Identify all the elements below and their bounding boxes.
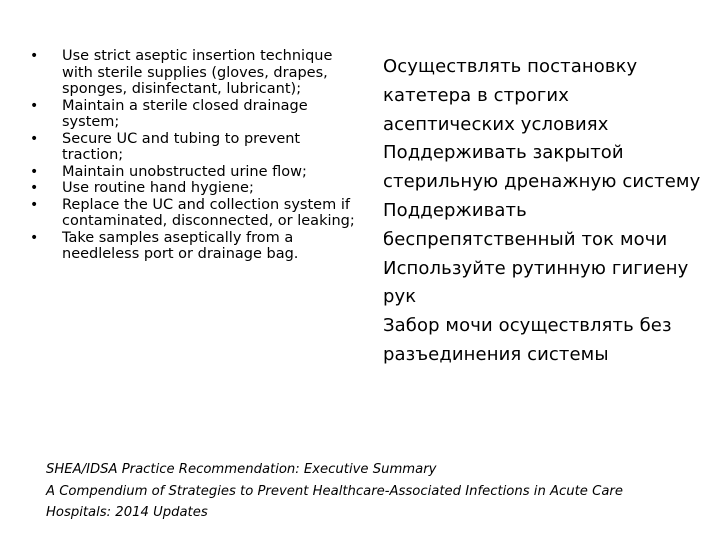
bullet-point-icon: •	[30, 130, 39, 147]
russian-recommendations	[383, 53, 703, 370]
bullet-point-icon: •	[30, 229, 39, 246]
list-item	[26, 131, 356, 164]
list-item	[26, 180, 356, 197]
source-citation	[46, 459, 686, 524]
citation-line-2: A Compendium of Strategies to Prevent Healthcare-Associated Infections in Acute Care Hospitals: 2014 Updates	[46, 483, 623, 520]
citation-line-1: SHEA/IDSA Practice Recommendation: Executive Summary	[46, 462, 437, 477]
russian-item: Используйте рутинную гигиену рук	[383, 257, 689, 308]
bullet-point-icon: •	[30, 163, 39, 180]
list-item	[26, 164, 356, 181]
russian-item: Поддерживать закрытой стерильную дренажную систему	[383, 142, 701, 193]
bullet-text: Take samples aseptically from a needleless port or drainage bag.	[62, 229, 299, 262]
bullet-text: Maintain unobstructed urine flow;	[62, 163, 307, 180]
russian-item: Забор мочи осуществлять без разъединения системы	[383, 315, 672, 365]
bullet-list	[26, 48, 356, 263]
russian-item: Поддерживать беспрепятственный ток мочи	[383, 199, 668, 250]
bullet-text: Secure UC and tubing to prevent traction;	[62, 130, 301, 163]
russian-item: Осуществлять постановку катетера в строгих асептических условиях	[383, 56, 638, 135]
list-item	[26, 98, 356, 131]
bullet-point-icon: •	[30, 97, 39, 114]
english-recommendations	[26, 48, 356, 263]
bullet-text: Use strict aseptic insertion technique with sterile supplies (gloves, drapes, sponges, disinfectant, lubricant);	[62, 48, 333, 97]
list-item	[26, 48, 356, 98]
bullet-point-icon: •	[30, 196, 39, 213]
bullet-point-icon: •	[30, 180, 39, 196]
bullet-text: Replace the UC and collection system if contaminated, disconnected, or leaking;	[62, 196, 355, 229]
bullet-point-icon: •	[30, 48, 39, 64]
list-item	[26, 230, 356, 263]
bullet-text: Use routine hand hygiene;	[62, 180, 254, 196]
bullet-text: Maintain a sterile closed drainage system;	[62, 97, 308, 130]
list-item	[26, 197, 356, 230]
